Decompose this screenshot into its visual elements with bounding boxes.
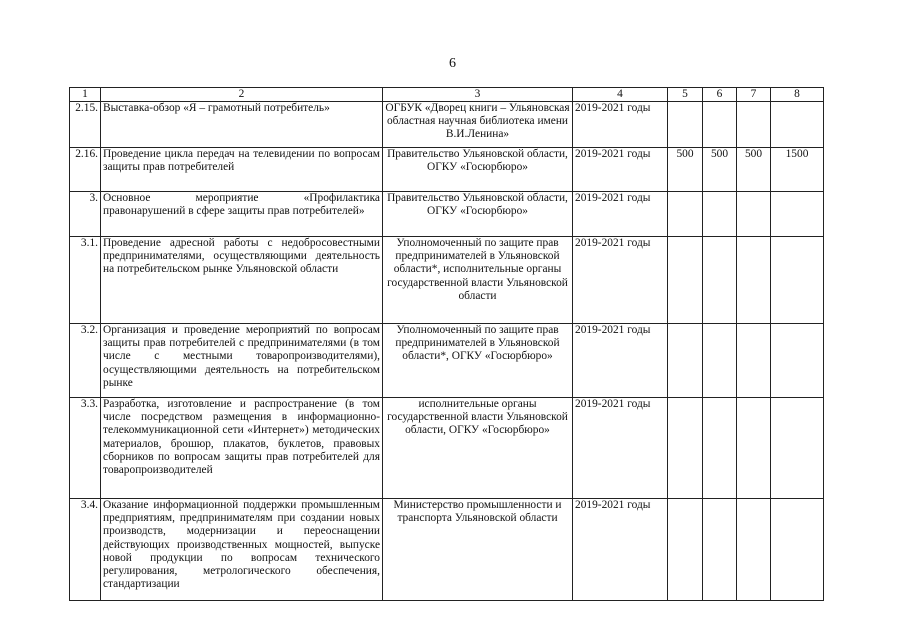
executor-cell: Уполномоченный по защите прав предпринимателей в Ульяновской области*, ОГКУ «Госюрбюро» <box>383 324 573 398</box>
value-cell <box>703 237 737 324</box>
period-cell: 2019-2021 годы <box>573 324 668 398</box>
item-number: 3.1. <box>70 237 101 324</box>
executor-cell: исполнительные органы государственной власти Ульяновской области, ОГКУ «Госюрбюро» <box>383 398 573 499</box>
value-cell <box>737 192 771 237</box>
value-cell: 500 <box>668 148 703 192</box>
period-cell: 2019-2021 годы <box>573 148 668 192</box>
period-cell: 2019-2021 годы <box>573 102 668 148</box>
table-row <box>70 237 824 324</box>
period-cell: 2019-2021 годы <box>573 499 668 601</box>
value-cell <box>771 398 824 499</box>
item-number: 3.4. <box>70 499 101 601</box>
header-cell: 3 <box>383 88 573 102</box>
executor-cell: Министерство промышленности и транспорта Ульяновской области <box>383 499 573 601</box>
value-cell: 1500 <box>771 148 824 192</box>
executor-cell: ОГБУК «Дворец книги – Ульяновская областная научная библиотека имени В.И.Ленина» <box>383 102 573 148</box>
activity-cell: Организация и проведение мероприятий по вопросам защиты прав потребителей с предпринимателями (в том числе с местными товаропроизводителями), осуществляющими деятельность на потребительском рынке <box>101 324 383 398</box>
value-cell: 500 <box>737 148 771 192</box>
value-cell: 500 <box>703 148 737 192</box>
table-row <box>70 324 824 398</box>
header-cell: 8 <box>771 88 824 102</box>
table-row <box>70 148 824 192</box>
executor-cell: Правительство Ульяновской области, ОГКУ «Госюрбюро» <box>383 148 573 192</box>
item-number: 2.15. <box>70 102 101 148</box>
value-cell <box>771 324 824 398</box>
header-cell: 7 <box>737 88 771 102</box>
item-number: 3.3. <box>70 398 101 499</box>
value-cell <box>737 102 771 148</box>
value-cell <box>771 102 824 148</box>
header-cell: 2 <box>101 88 383 102</box>
period-cell: 2019-2021 годы <box>573 398 668 499</box>
value-cell <box>737 499 771 601</box>
item-number: 2.16. <box>70 148 101 192</box>
value-cell <box>668 102 703 148</box>
activity-cell: Проведение адресной работы с недобросовестными предпринимателями, осуществляющими деятельность на потребительском рынке Ульяновской области <box>101 237 383 324</box>
value-cell <box>668 398 703 499</box>
plan-table <box>69 87 824 601</box>
value-cell <box>703 499 737 601</box>
value-cell <box>668 192 703 237</box>
value-cell <box>668 324 703 398</box>
value-cell <box>703 102 737 148</box>
item-number: 3. <box>70 192 101 237</box>
activity-cell: Разработка, изготовление и распространение (в том числе посредством размещения в информационно-телекоммуникационной сети «Интернет») методических материалов, брошюр, плакатов, буклетов, правовых сборников по вопросам защиты прав потребителей для товаропроизводителей <box>101 398 383 499</box>
header-cell: 1 <box>70 88 101 102</box>
value-cell <box>771 192 824 237</box>
value-cell <box>771 237 824 324</box>
table-row <box>70 102 824 148</box>
header-cell: 4 <box>573 88 668 102</box>
value-cell <box>668 499 703 601</box>
value-cell <box>703 192 737 237</box>
header-cell: 6 <box>703 88 737 102</box>
executor-cell: Уполномоченный по защите прав предпринимателей в Ульяновской области*, исполнительные органы государственной власти Ульяновской области <box>383 237 573 324</box>
value-cell <box>668 237 703 324</box>
value-cell <box>737 398 771 499</box>
period-cell: 2019-2021 годы <box>573 192 668 237</box>
activity-cell: Оказание информационной поддержки промышленным предприятиям, предпринимателям при создании новых производств, модернизации и переоснащении действующих производственных мощностей, выпуске новой продукции по вопросам технического регулирования, метрологического обеспечения, стандартизации <box>101 499 383 601</box>
header-row <box>70 88 824 102</box>
period-cell: 2019-2021 годы <box>573 237 668 324</box>
value-cell <box>737 324 771 398</box>
executor-cell: Правительство Ульяновской области, ОГКУ «Госюрбюро» <box>383 192 573 237</box>
header-cell: 5 <box>668 88 703 102</box>
activity-cell: Проведение цикла передач на телевидении по вопросам защиты прав потребителей <box>101 148 383 192</box>
value-cell <box>703 324 737 398</box>
value-cell <box>737 237 771 324</box>
item-number: 3.2. <box>70 324 101 398</box>
activity-cell: Выставка-обзор «Я – грамотный потребитель» <box>101 102 383 148</box>
table-row <box>70 398 824 499</box>
value-cell <box>771 499 824 601</box>
activity-cell: Основное мероприятие «Профилактика правонарушений в сфере защиты прав потребителей» <box>101 192 383 237</box>
value-cell <box>703 398 737 499</box>
table-row <box>70 192 824 237</box>
table-row <box>70 499 824 601</box>
page-number: 6 <box>449 56 456 71</box>
